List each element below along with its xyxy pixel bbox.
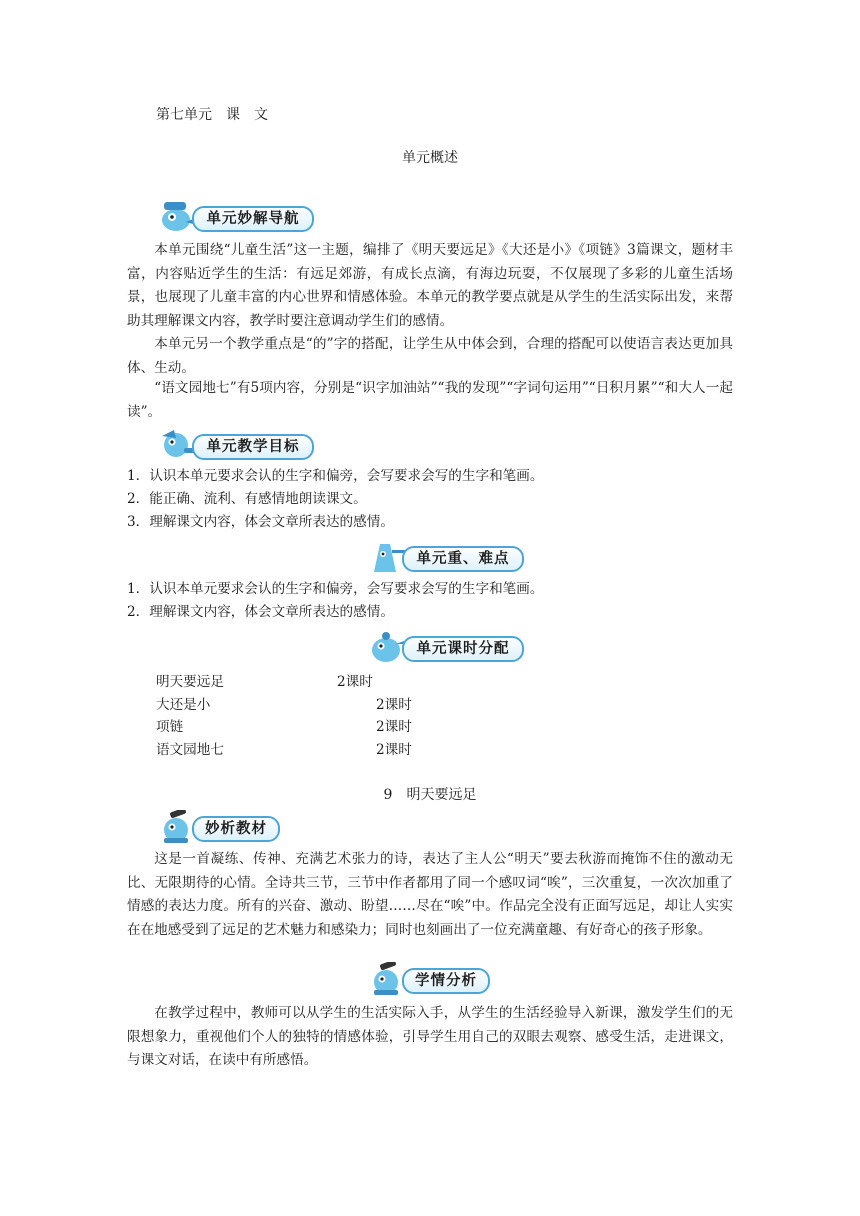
goals-banner [156, 428, 316, 462]
key-points-banner [366, 540, 526, 574]
schedule-label: 单元课时分配 [416, 641, 510, 657]
goal-item-3: 3．理解课文内容，体会文章所表达的感情。 [127, 514, 394, 530]
schedule-row-name: 项链 [156, 719, 184, 735]
guide-label: 单元妙解导航 [206, 211, 300, 227]
schedule-row-name: 明天要远足 [156, 674, 224, 690]
guide-paragraph-3: “语文园地七”有5项内容，分别是“识字加油站”“我的发现”“字词句运用”“日积月累”“和大人一起读”。 [127, 380, 733, 420]
key-points-label: 单元重、难点 [416, 551, 510, 567]
schedule-row-name: 语文园地七 [156, 742, 224, 758]
unit-header: 第七单元 课 文 [156, 107, 268, 123]
overview-title: 单元概述 [402, 150, 458, 166]
guide-paragraph-1: 本单元围绕“儿童生活”这一主题，编排了《明天要远足》《大还是小》《项链》3篇课文，题材丰富，内容贴近学生的生活：有远足郊游，有成长点滴，有海边玩耍，不仅展现了多彩的儿童生活场景，也展现了儿童丰富的内心世界和情感体验。本单元的教学要点就是从学生的生活实际出发，来帮助其理解课文内容，教学时要注意调动学生们的感情。 [127, 242, 733, 329]
key-point-item-2: 2．理解课文内容，体会文章所表达的感情。 [127, 604, 394, 620]
guide-paragraph-2: 本单元另一个教学重点是“的”字的搭配，让学生从中体会到，合理的搭配可以使语言表达更加具体、生动。 [127, 336, 733, 376]
lesson-title: 9 明天要远足 [383, 787, 477, 803]
schedule-row-name: 大还是小 [156, 697, 211, 713]
analysis-paragraph: 这是一首凝练、传神、充满艺术张力的诗，表达了主人公“明天”要去秋游而掩饰不住的激动无比、无限期待的心情。全诗共三节，三节中作者都用了同一个感叹词“唉”，三次重复，一次次加重了情感的表达力度。所有的兴奋、激动、盼望……尽在“唉”中。作品完全没有正面写远足，却让人实实在在地感受到了远足的艺术魅力和感染力；同时也刻画出了一位充满童趣、有好奇心的孩子形象。 [127, 851, 733, 938]
guide-banner [156, 200, 316, 234]
schedule-row-hours: 2课时 [337, 674, 373, 690]
schedule-row-hours: 2课时 [376, 742, 412, 758]
schedule-row-hours: 2课时 [376, 719, 412, 735]
students-banner [366, 962, 490, 996]
analysis-label: 妙析教材 [205, 821, 267, 837]
students-paragraph: 在教学过程中，教师可以从学生的生活实际入手，从学生的生活经验导入新课，激发学生们的无限想象力，重视他们个人的独特的情感体验，引导学生用自己的双眼去观察、感受生活，走进课文，与课文对话，在读中有所感悟。 [127, 1005, 733, 1069]
goals-label: 单元教学目标 [206, 439, 300, 455]
schedule-row-hours: 2课时 [376, 697, 412, 713]
key-point-item-1: 1．认识本单元要求会认的生字和偏旁，会写要求会写的生字和笔画。 [127, 581, 544, 597]
students-label: 学情分析 [415, 973, 477, 989]
goal-item-2: 2．能正确、流利、有感情地朗读课文。 [127, 491, 367, 507]
schedule-banner [366, 630, 526, 664]
goal-item-1: 1．认识本单元要求会认的生字和偏旁，会写要求会写的生字和笔画。 [127, 468, 544, 484]
analysis-banner [156, 810, 280, 844]
